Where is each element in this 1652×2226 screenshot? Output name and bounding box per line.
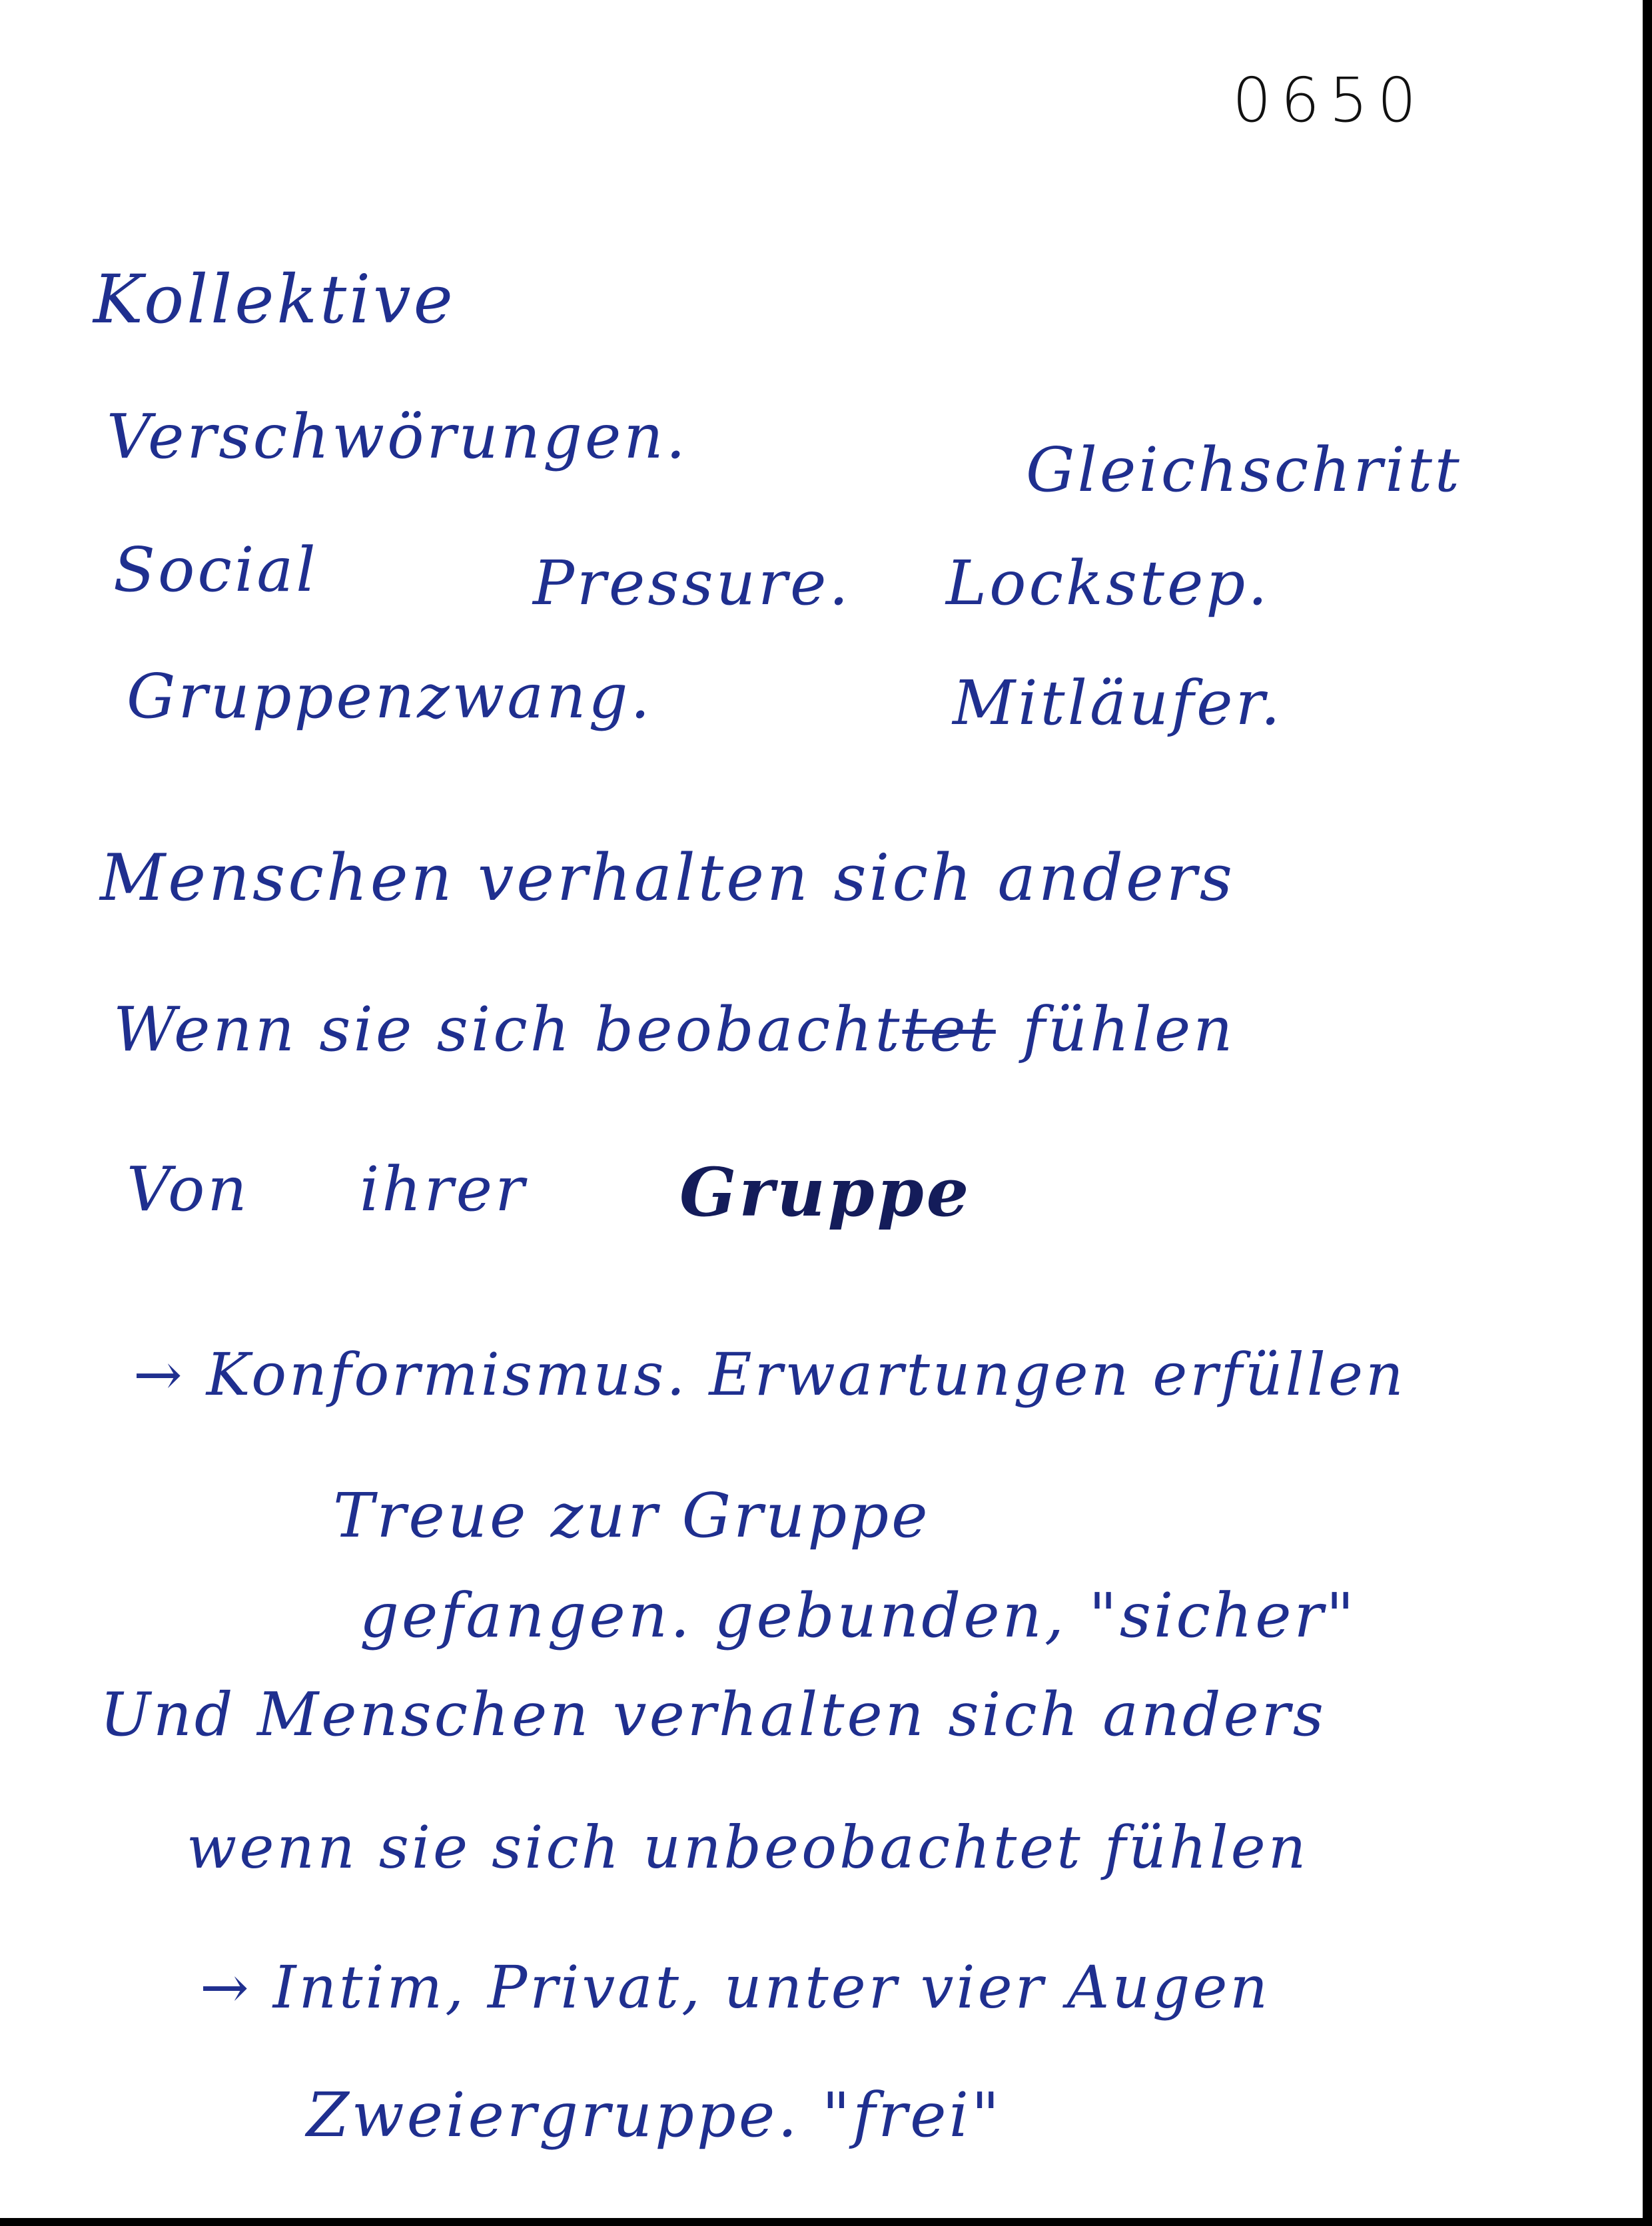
note-line-gruppe: Gruppe (679, 1153, 972, 1232)
note-line-und-menschen: Und Menschen verhalten sich anders (100, 1680, 1326, 1750)
scan-edge-bottom (0, 2218, 1652, 2226)
note-line-wenn-beobachtet (113, 994, 1236, 1065)
note-line-intim: → Intim, Privat, unter vier Augen (200, 1953, 1271, 2022)
scan-edge-right (1643, 0, 1652, 2226)
note-line-social: Social (113, 534, 318, 605)
note-line-gleichschritt: Gleichschritt (1026, 434, 1462, 506)
crossed-out-text: tet (902, 994, 996, 1065)
note-line-unbeobachtet: wenn sie sich unbeobachtet fühlen (187, 1813, 1309, 1882)
note-line-von: Von (127, 1154, 250, 1225)
note-line-menschen-verhalten: Menschen verhalten sich anders (100, 841, 1235, 915)
note-line-wenn-part: Wenn sie sich beobacht (113, 994, 903, 1065)
note-line-lockstep: Lockstep. (946, 548, 1270, 619)
note-line-zweiergruppe: Zweiergruppe. "frei" (306, 2079, 1003, 2151)
note-line-fuehlen: fühlen (1022, 994, 1236, 1065)
note-line-kollektive: Kollektive (93, 260, 456, 338)
note-line-ihrer: ihrer (360, 1154, 528, 1225)
note-line-konformismus: → Konformismus. Erwartungen erfüllen (133, 1340, 1406, 1409)
note-line-gefangen: gefangen. gebunden, "sicher" (360, 1580, 1357, 1651)
note-line-verschwoerungen: Verschwörungen. (107, 401, 688, 472)
note-line-treue: Treue zur Gruppe (333, 1480, 931, 1551)
note-line-gruppenzwang: Gruppenzwang. (127, 661, 653, 732)
note-line-mitlaeufer: Mitläufer. (953, 667, 1283, 739)
note-line-pressure: Pressure. (533, 548, 851, 619)
page-number: 0650 (1232, 65, 1426, 136)
